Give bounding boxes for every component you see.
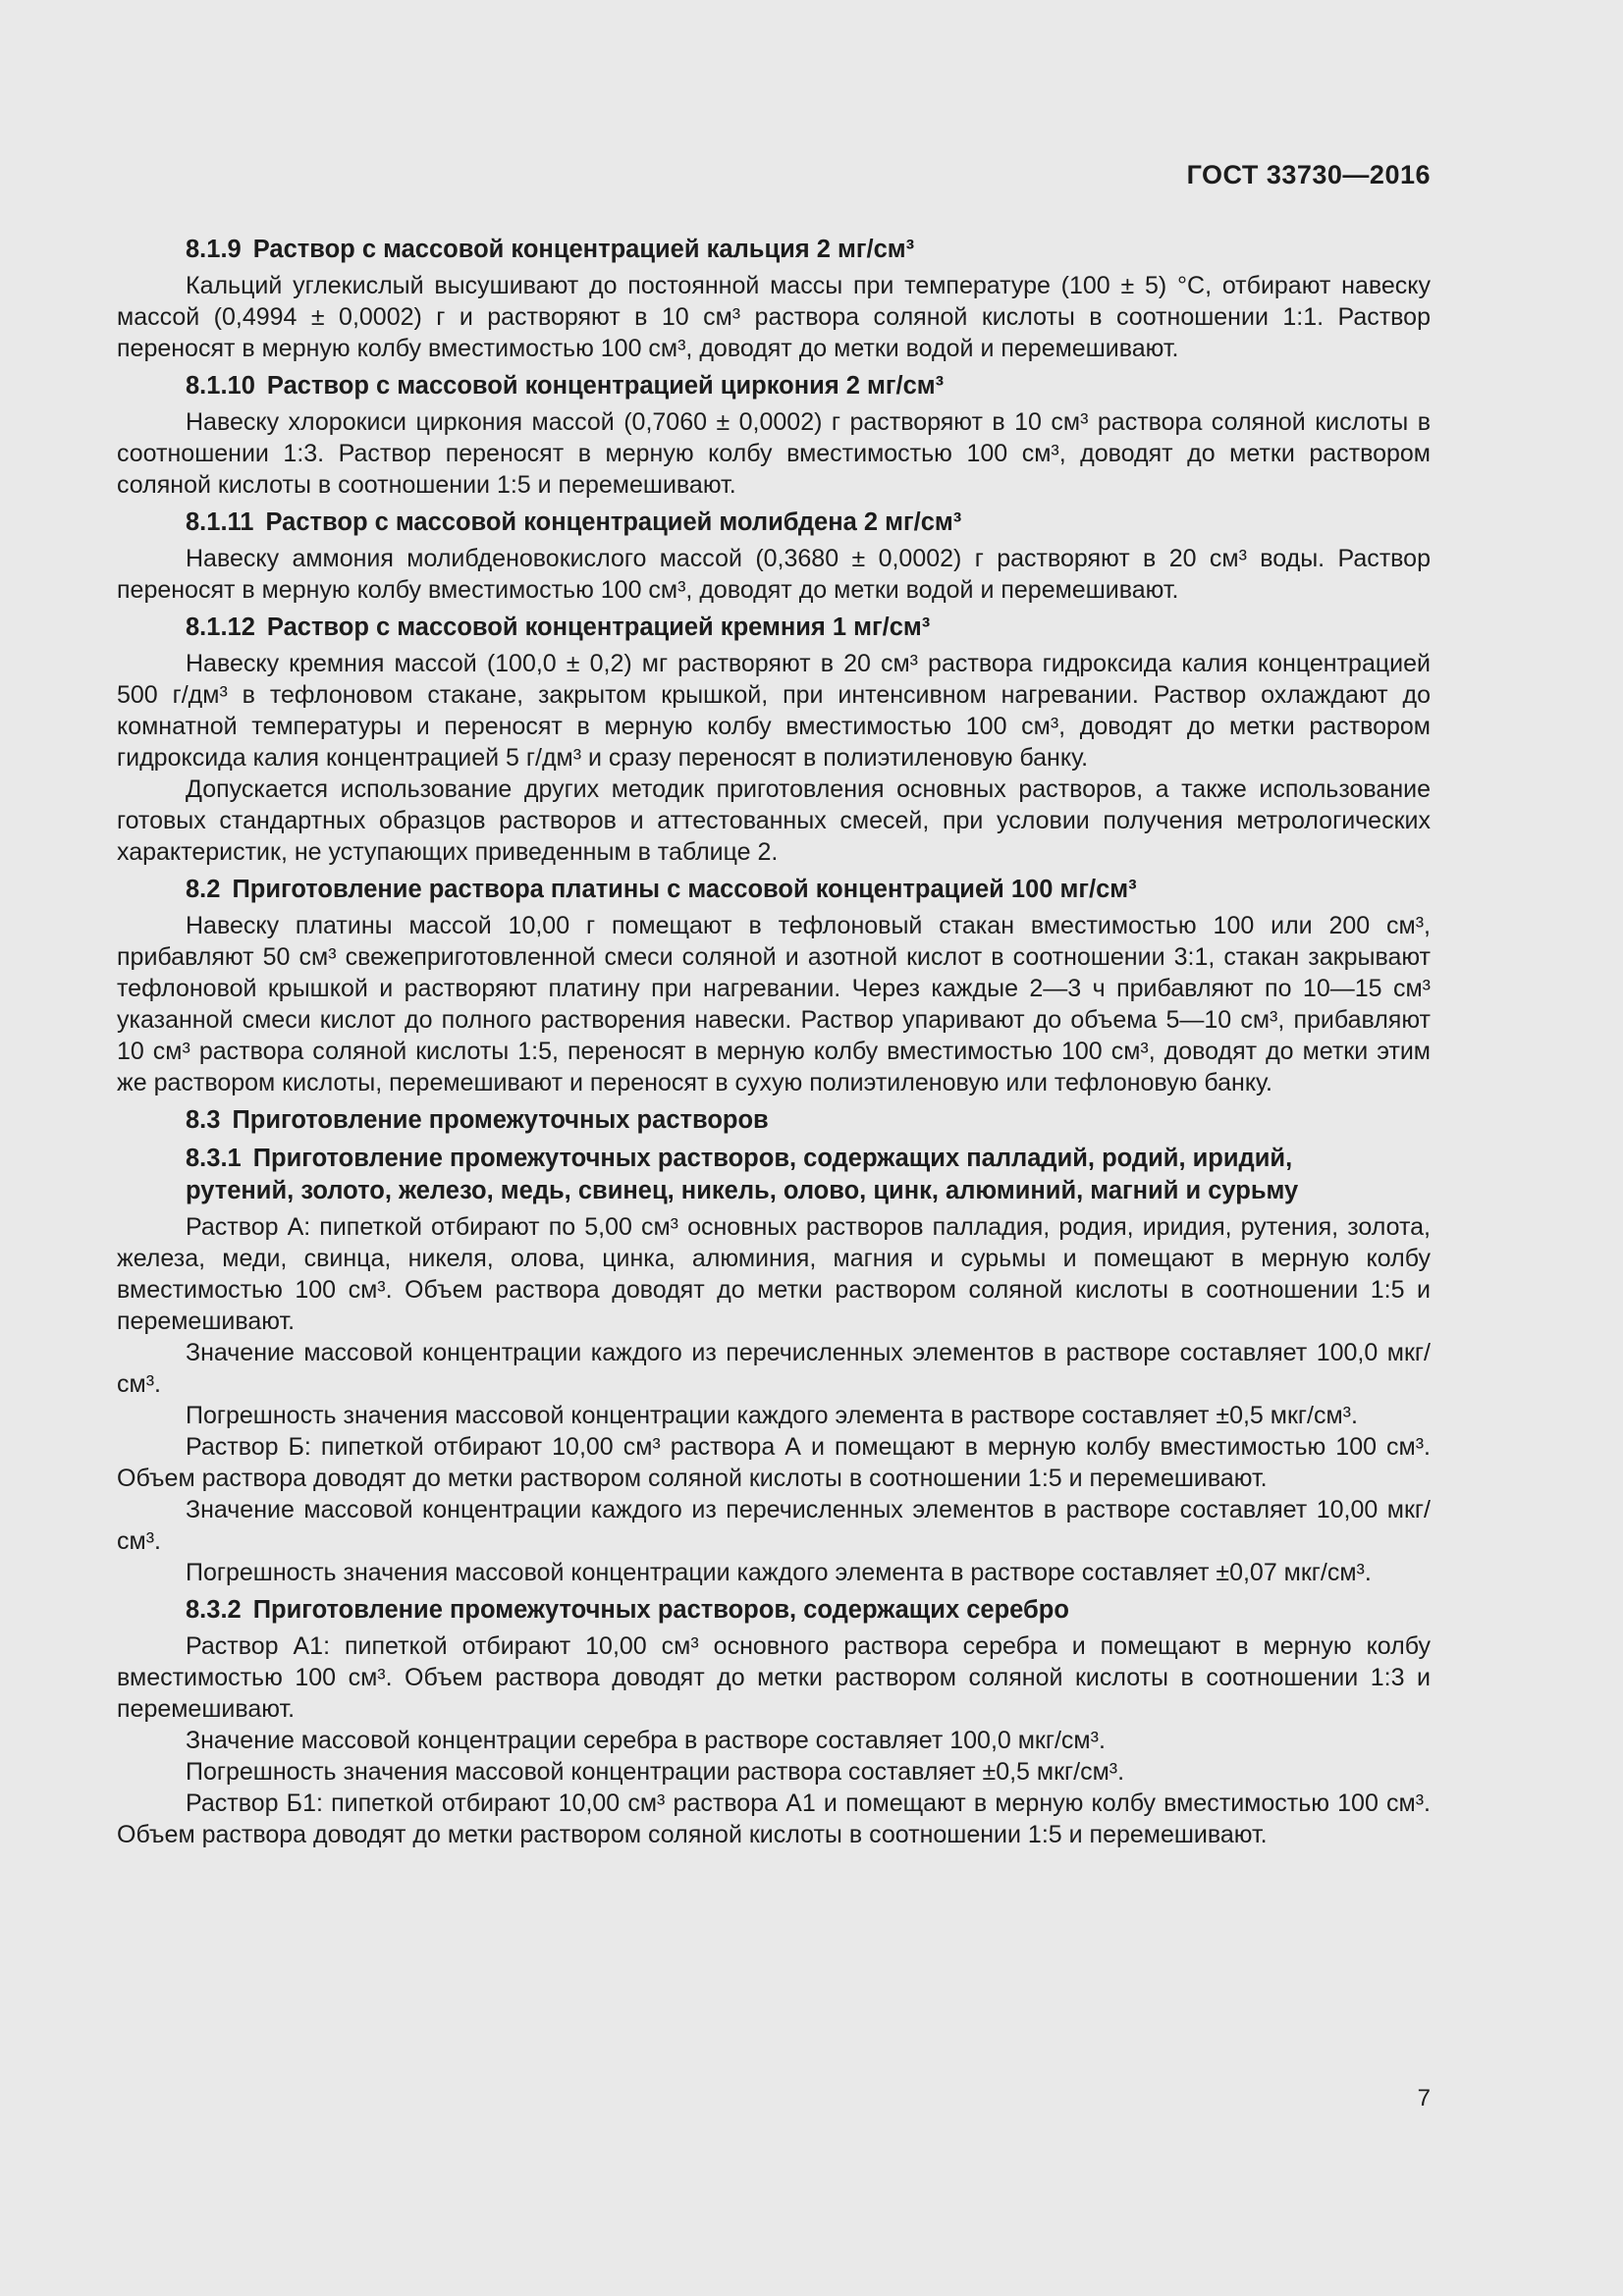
section-title: Приготовление раствора платины с массовой концентрацией 100 мг/см³ [232,876,1137,903]
paragraph: Навеску хлорокиси циркония массой (0,7060 ± 0,0002) г растворяют в 10 см³ раствора соляной кислоты в соотношении 1:3. Раствор переносят в мерную колбу вместимостью 100 см³, доводят до метки раствором соляной кислоты в соотношении 1:5 и перемешивают. [117,408,1431,499]
section-title-line-1: Приготовление промежуточных растворов, содержащих палладий, родий, иридий, [252,1145,1293,1172]
section-heading-8-3-1 [117,1143,1431,1207]
paragraph: Раствор А: пипеткой отбирают по 5,00 см³ основных растворов палладия, родия, иридия, рутения, золота, железа, меди, свинца, никеля, олова, цинка, алюминия, магния и сурьмы и помещают в мерную колбу вместимостью 100 см³. Объем раствора доводят до метки раствором соляной кислоты в соотношении 1:5 и перемешивают. [117,1213,1431,1335]
paragraph: Навеску аммония молибденовокислого массой (0,3680 ± 0,0002) г растворяют в 20 см³ воды. Раствор переносят в мерную колбу вместимостью 100 см³, доводят до метки водой и перемешивают. [117,545,1431,604]
paragraph: Раствор А1: пипеткой отбирают 10,00 см³ основного раствора серебра и помещают в мерную колбу вместимостью 100 см³. Объем раствора доводят до метки раствором соляной кислоты в соотношении 1:3 и перемешивают. [117,1632,1431,1723]
document-body [117,228,1431,1850]
paragraph: Навеску платины массой 10,00 г помещают в тефлоновый стакан вместимостью 100 или 200 см³, прибавляют 50 см³ свежеприготовленной смеси соляной и азотной кислот в соотношении 3:1, стакан закрывают тефлоновой крышкой и растворяют платину при нагревании. Через каждые 2—3 ч прибавляют по 10—15 см³ указанной смеси кислот до полного растворения навески. Раствор упаривают до объема 5—10 см³, прибавляют 10 см³ раствора соляной кислоты 1:5, переносят в мерную колбу вместимостью 100 см³, доводят до метки этим же раствором кислоты, перемешивают и переносят в сухую полиэтиленовую или тефлоновую банку. [117,912,1431,1096]
section-number: 8.3.1 [186,1145,242,1172]
section-heading-8-3 [117,1104,1431,1137]
section-title: Раствор с массовой концентрацией кальция 2 мг/см³ [252,236,915,263]
section-title: Раствор с массовой концентрацией кремния 1 мг/см³ [266,614,931,641]
paragraph: Погрешность значения массовой концентрации раствора составляет ±0,5 мкг/см³. [186,1758,1125,1786]
section-number: 8.1.9 [186,236,242,263]
section-title: Раствор с массовой концентрацией молибдена 2 мг/см³ [265,508,962,536]
paragraph: Значение массовой концентрации каждого из перечисленных элементов в растворе составляет 100,0 мкг/см³. [117,1339,1431,1398]
section-number: 8.1.12 [186,614,255,641]
paragraph-note: Допускается использование других методик приготовления основных растворов, а также использование готовых стандартных образцов растворов и аттестованных смесей, при условии получения метрологических характеристик, не уступающих приведенным в таблице 2. [117,775,1431,866]
section-number: 8.3.2 [186,1596,242,1624]
paragraph: Кальций углекислый высушивают до постоянной массы при температуре (100 ± 5) °С, отбирают навеску массой (0,4994 ± 0,0002) г и растворяют в 10 см³ раствора соляной кислоты в соотношении 1:1. Раствор переносят в мерную колбу вместимостью 100 см³, доводят до метки водой и перемешивают. [117,272,1431,362]
paragraph: Навеску кремния массой (100,0 ± 0,2) мг растворяют в 20 см³ раствора гидроксида калия концентрацией 500 г/дм³ в тефлоновом стакане, закрытом крышкой, при интенсивном нагревании. Раствор охлаждают до комнатной температуры и переносят в мерную колбу вместимостью 100 см³, доводят до метки раствором гидроксида калия концентрацией 5 г/дм³ и сразу переносят в полиэтиленовую банку. [117,650,1431,772]
page-number: 7 [1417,2085,1431,2111]
paragraph: Погрешность значения массовой концентрации каждого элемента в растворе составляет ±0,07 мкг/см³. [186,1559,1372,1586]
paragraph: Раствор Б1: пипеткой отбирают 10,00 см³ раствора А1 и помещают в мерную колбу вместимостью 100 см³. Объем раствора доводят до метки раствором соляной кислоты в соотношении 1:5 и перемешивают. [117,1789,1431,1848]
section-heading-8-3-2 [117,1594,1431,1627]
section-number: 8.2 [186,876,221,903]
section-heading-8-1-10 [117,370,1431,402]
section-heading-8-1-12 [117,612,1431,644]
paragraph: Погрешность значения массовой концентрации каждого элемента в растворе составляет ±0,5 мкг/см³. [186,1402,1358,1429]
paragraph: Значение массовой концентрации каждого из перечисленных элементов в растворе составляет 10,00 мкг/см³. [117,1496,1431,1555]
section-heading-8-1-11 [117,507,1431,539]
section-number: 8.1.11 [186,508,254,536]
section-title: Приготовление промежуточных растворов, содержащих серебро [252,1596,1069,1624]
paragraph: Значение массовой концентрации серебра в растворе составляет 100,0 мкг/см³. [186,1727,1106,1754]
section-title: Приготовление промежуточных растворов [232,1106,769,1134]
section-heading-8-2 [117,874,1431,906]
standard-header: ГОСТ 33730—2016 [1186,160,1431,189]
paragraph: Раствор Б: пипеткой отбирают 10,00 см³ раствора А и помещают в мерную колбу вместимостью 100 см³. Объем раствора доводят до метки раствором соляной кислоты в соотношении 1:5 и перемешивают. [117,1433,1431,1492]
section-number: 8.1.10 [186,372,255,400]
section-number: 8.3 [186,1106,221,1134]
section-title-line-2: рутений, золото, железо, медь, свинец, никель, олово, цинк, алюминий, магний и сурьму [186,1177,1299,1204]
section-title: Раствор с массовой концентрацией циркония 2 мг/см³ [266,372,945,400]
section-heading-8-1-9 [117,234,1431,266]
